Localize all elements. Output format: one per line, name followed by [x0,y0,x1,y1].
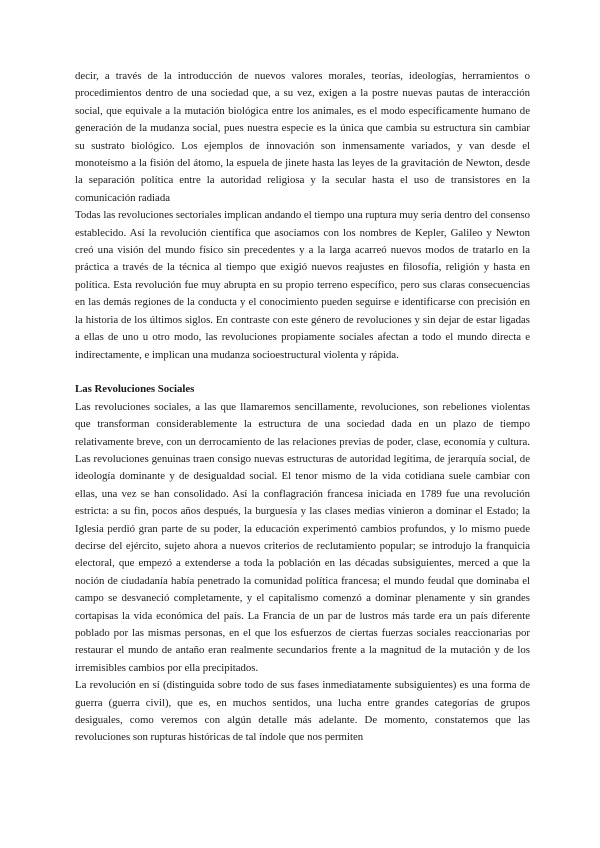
document-page [75,68,530,747]
paragraph-gap [75,364,530,381]
body-paragraph: Todas las revoluciones sectoriales implican andando el tiempo una ruptura muy seria dentro del consenso establecido. Así la revolución científica que asociamos con los nombres de Kepler, Galileo y Newton creó una visión del mundo físico sin precedentes y a la larga acarreó nuevos modos de tratarlo en la práctica a través de la técnica al tiempo que exigió nuevos reajustes en filosofía, religión y hasta en política. Esta revolución fue muy abrupta en su propio terreno específico, pero sus claras consecuencias en las demás regiones de la conducta y el conocimiento pueden seguirse e identificarse con precisión en la historia de los últimos siglos. En contraste con este género de revoluciones y sin dejar de estar ligadas a ellas de uno u otro modo, las revoluciones propiamente sociales afectan a todo el mundo directa e indirectamente, e implican una mudanza socioestructural violenta y rápida. [75,209,530,361]
body-paragraph: La revolución en sí (distinguida sobre todo de sus fases inmediatamente subsiguientes) es una forma de guerra (guerra civil), que es, en muchos sentidos, una lucha entre grandes categorías de grupos desiguales, como veremos con algún detalle más adelante. De momento, constatemos que las revoluciones son rupturas históricas de tal índole que nos permiten [75,679,530,744]
body-paragraph: decir, a través de la introducción de nuevos valores morales, teorías, ideologías, herramientos o procedimientos dentro de una sociedad que, a su vez, exigen a la postre nuevas pautas de interacción social, que equivale a la mutación biológica entre los animales, es el modo específicamente humano de generación de la mudanza social, pues nuestra especie es la única que cambia su estructura sin cambiar su sustrato biológico. Los ejemplos de innovación son inmensamente variados, y van desde el monoteísmo a la fisión del átomo, la espuela de jinete hasta las leyes de la gravitación de Newton, desde la separación política entre la autoridad religiosa y la secular hasta el uso de transistores en la comunicación radiada [75,70,530,204]
section-heading: Las Revoluciones Sociales [75,383,195,396]
body-paragraph: Las revoluciones sociales, a las que llamaremos sencillamente, revoluciones, son rebeliones violentas que transforman considerablemente la estructura de una sociedad dada en un plazo de tiempo relativamente breve, con un derrocamiento de las relaciones previas de poder, clase, economía y cultura. Las revoluciones genuinas traen consigo nuevas estructuras de autoridad legítima, de jerarquía social, de ideología dominante y de desigualdad social. El tenor mismo de la vida cotidiana suele cambiar con ellas, una vez se han consolidado. Así la conflagración francesa iniciada en 1789 fue una revolución estricta: a su fin, pocos años después, la burguesía y las clases medias vinieron a dominar el Estado; la Iglesia perdió gran parte de su poder, la educación experimentó cambios profundos, y lo mismo puede decirse del ejército, sujeto ahora a nuevos criterios de reclutamiento popular; se introdujo la franquicia electoral, que empezó a extenderse a toda la población en las décadas subsiguientes, merced a que la noción de ciudadanía había penetrado la comunidad política francesa; el mundo feudal que dominaba el campo se desvaneció completamente, y el capitalismo comenzó a dominar plenamente y sin grandes cortapisas la vida económica del país. La Francia de un par de lustros más tarde era un país diferente poblado por las mismas personas, en el que los esfuerzos de ciertas fuerzas sociales reaccionarias por restaurar el mundo de antaño eran realmente secundarios frente a la magnitud de la mutación y de los irremisibles cambios por ella precipitados. [75,400,530,674]
